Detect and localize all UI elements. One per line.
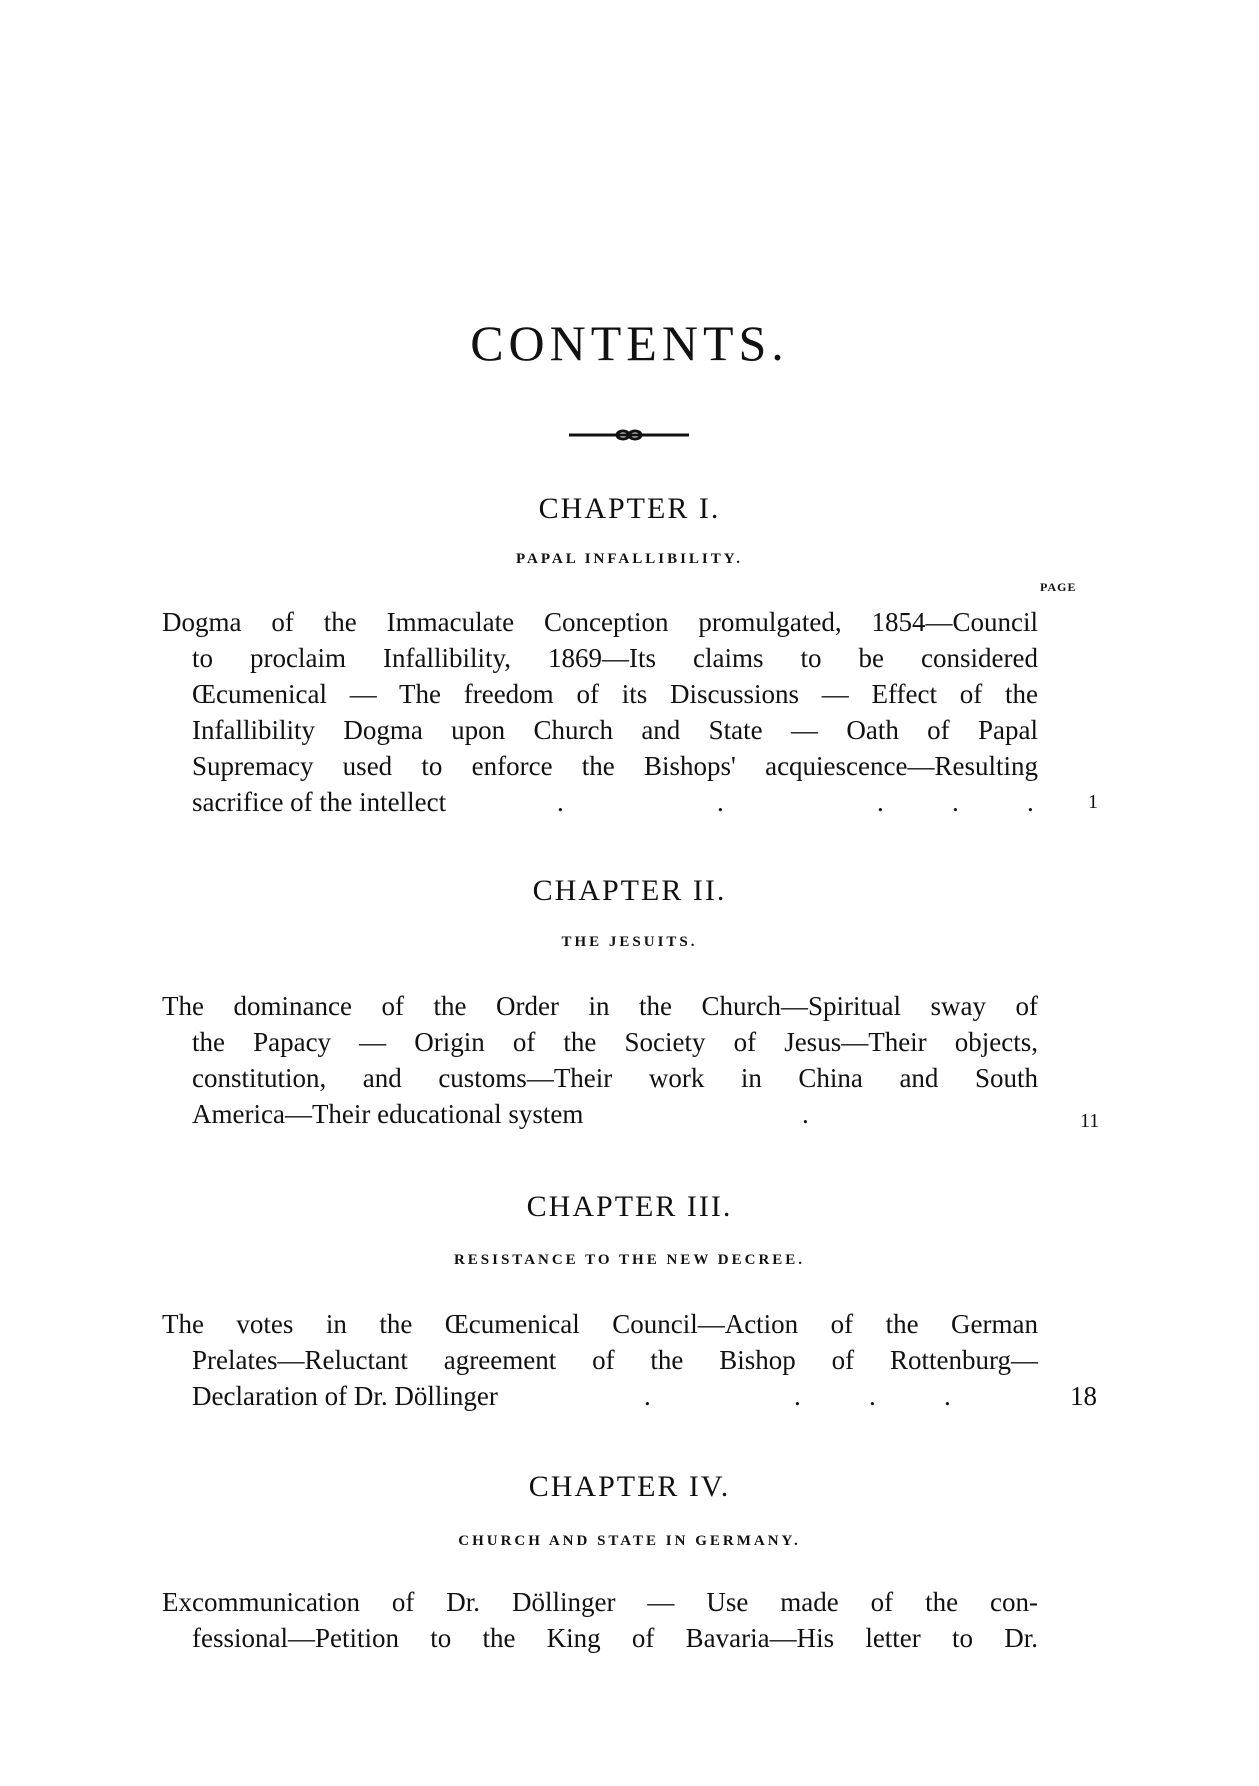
summary-line: Supremacy used to enforce the Bishops' acquiescence—Resulting [192, 751, 1038, 781]
chapter-3-heading: CHAPTER III. [526, 1190, 733, 1223]
summary-line: The votes in the Œcumenical Council—Action of the German [162, 1309, 1038, 1339]
chapter-4-subtitle: CHURCH AND STATE IN GERMANY. [458, 1533, 801, 1549]
dot-leader: . [717, 787, 724, 817]
chapter-3-page-number: 18 [1070, 1381, 1097, 1411]
chapter-4-summary [162, 1584, 1038, 1656]
summary-line: Infallibility Dogma upon Church and State — Oath of Papal [192, 715, 1038, 745]
page-title: CONTENTS. [470, 315, 789, 371]
summary-line: Excommunication of Dr. Döllinger — Use made of the con- [162, 1587, 1038, 1617]
summary-line: Dogma of the Immaculate Conception promulgated, 1854—Council [162, 607, 1038, 637]
summary-line-last [162, 1096, 1038, 1132]
summary-line: constitution, and customs—Their work in China and South [192, 1063, 1038, 1093]
chapter-2-summary [162, 988, 1038, 1132]
dot-leader: . [1027, 787, 1034, 817]
dot-leader: . [869, 1381, 876, 1411]
chapter-3-summary [162, 1306, 1038, 1414]
summary-line: to proclaim Infallibility, 1869—Its claims to be considered [192, 643, 1038, 673]
chapter-1-page-number: 1 [1088, 791, 1098, 813]
summary-line: fessional—Petition to the King of Bavaria—His letter to Dr. [192, 1623, 1038, 1653]
summary-line-last [162, 784, 1038, 820]
page-column-label: PAGE [1040, 580, 1077, 594]
summary-line: Œcumenical — The freedom of its Discussions — Effect of the [192, 679, 1038, 709]
summary-text: sacrifice of the intellect [192, 787, 447, 817]
chapter-1-heading: CHAPTER I. [538, 492, 721, 525]
chapter-2-page-number: 11 [1080, 1110, 1100, 1132]
dot-leader: . [952, 787, 959, 817]
chapter-2-subtitle: THE JESUITS. [561, 934, 698, 950]
dot-leader: . [802, 1099, 809, 1129]
chapter-4-heading: CHAPTER IV. [528, 1470, 731, 1503]
chapter-1-summary [162, 604, 1038, 820]
summary-text: Declaration of Dr. Döllinger [192, 1381, 498, 1411]
summary-line: the Papacy — Origin of the Society of Jesus—Their objects, [192, 1027, 1038, 1057]
chapter-2-heading: CHAPTER II. [532, 874, 727, 907]
dot-leader: . [557, 787, 564, 817]
dot-leader: . [644, 1381, 651, 1411]
chapter-3-subtitle: RESISTANCE TO THE NEW DECREE. [453, 1252, 806, 1268]
summary-text: America—Their educational system [192, 1099, 584, 1129]
ornament-divider [567, 428, 691, 442]
dot-leader: . [794, 1381, 801, 1411]
dot-leader: . [944, 1381, 951, 1411]
dot-leader: . [877, 787, 884, 817]
summary-line: The dominance of the Order in the Church—Spiritual sway of [162, 991, 1038, 1021]
summary-line: Prelates—Reluctant agreement of the Bishop of Rottenburg— [192, 1345, 1038, 1375]
summary-line-last [162, 1378, 1038, 1414]
chapter-1-subtitle: PAPAL INFALLIBILITY. [516, 551, 743, 567]
